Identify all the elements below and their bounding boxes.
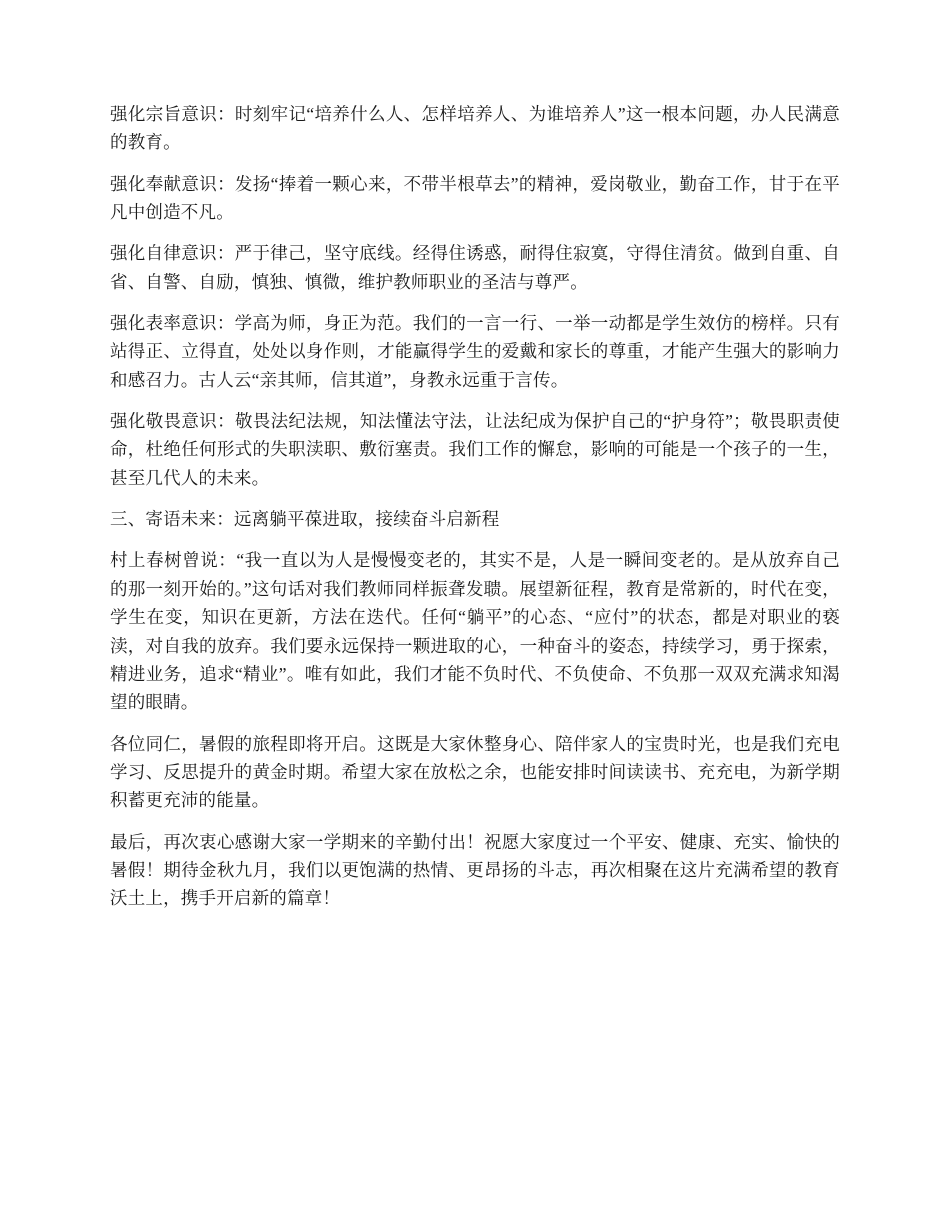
paragraph-zilv: 强化自律意识：严于律己，坚守底线。经得住诱惑，耐得住寂寞，守得住清贫。做到自重、自省、自警、自励，慎独、慎微，维护教师职业的圣洁与尊严。 (110, 243, 840, 292)
paragraph-zongzhi: 强化宗旨意识：时刻牢记“培养什么人、怎样培养人、为谁培养人”这一根本问题，办人民满意的教育。 (110, 104, 840, 153)
paragraph-tongren: 各位同仁，暑假的旅程即将开启。这既是大家休整身心、陪伴家人的宝贵时光，也是我们充电学习、反思提升的黄金时期。希望大家在放松之余，也能安排时间读读书、充充电，为新学期积蓄更充沛的能量。 (110, 733, 840, 811)
paragraph-closing: 最后，再次衷心感谢大家一学期来的辛勤付出！祝愿大家度过一个平安、健康、充实、愉快的暑假！期待金秋九月，我们以更饱满的热情、更昂扬的斗志，再次相聚在这片充满希望的教育沃土上，携手开启新的篇章！ (110, 831, 840, 909)
paragraph-cunshang-quote: 村上春树曾说：“我一直以为人是慢慢变老的，其实不是，人是一瞬间变老的。是从放弃自己的那一刻开始的。”这句话对我们教师同样振聋发聩。展望新征程，教育是常新的，时代在变，学生在变，知识在更新，方法在迭代。任何“躺平”的心态、“应付”的状态，都是对职业的亵渎，对自我的放弃。我们要永远保持一颗进取的心，一种奋斗的姿态，持续学习，勇于探索，精进业务，追求“精业”。唯有如此，我们才能不负时代、不负使命、不负那一双双充满求知渴望的眼睛。 (110, 550, 840, 713)
section-heading-three: 三、寄语未来：远离躺平葆进取，接续奋斗启新程 (110, 509, 500, 530)
paragraph-biaoshuai: 强化表率意识：学高为师，身正为范。我们的一言一行、一举一动都是学生效仿的榜样。只有站得正、立得直，处处以身作则，才能赢得学生的爱戴和家长的尊重，才能产生强大的影响力和感召力。古人云“亲其师，信其道”，身教永远重于言传。 (110, 313, 840, 390)
paragraph-fengxian: 强化奉献意识：发扬“捧着一颗心来，不带半根草去”的精神，爱岗敬业，勤奋工作，甘于在平凡中创造不凡。 (110, 173, 840, 223)
paragraph-jingwei: 强化敬畏意识：敬畏法纪法规，知法懂法守法，让法纪成为保护自己的“护身符”；敬畏职责使命，杜绝任何形式的失职渎职、敷衍塞责。我们工作的懈怠，影响的可能是一个孩子的一生，甚至几代人的未来。 (110, 411, 840, 488)
document-body (110, 100, 840, 913)
